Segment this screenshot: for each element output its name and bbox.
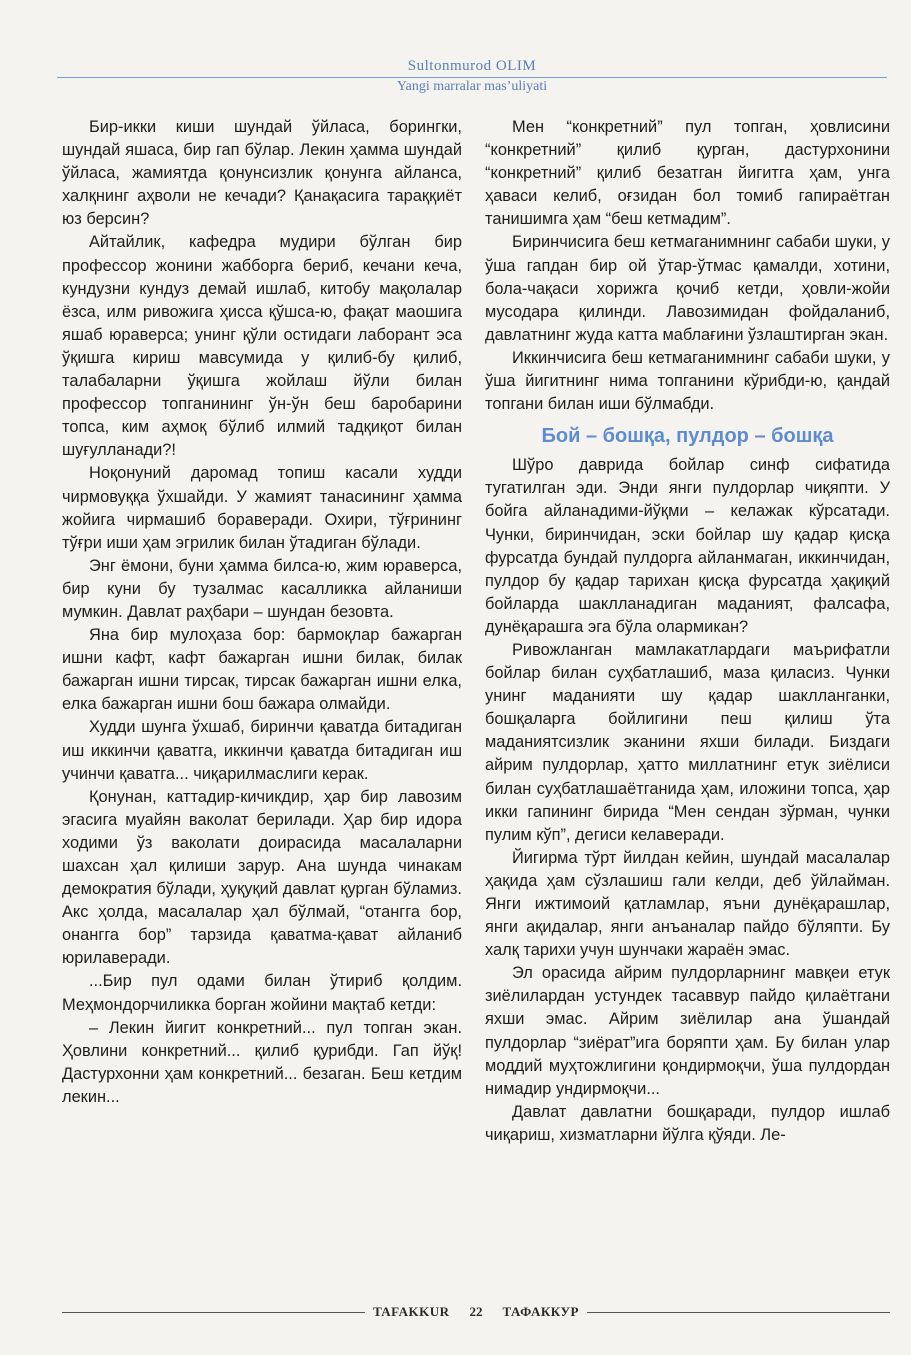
paragraph: – Лекин йигит конкретний... пул топган экан. Ҳовлини конкретний... қилиб қурибди. Гап йўқ! Дастурхонни ҳам конкретний... безаган. Беш кетдим лекин... [62,1018,462,1106]
paragraph: Мен “конкретний” пул топган, ҳовлисини “конкретний” қилиб қурган, дастурхонини “конкретний” қилиб безатган йигитга ҳам, унга ҳаваси келиб, оғзидан бол томиб гапираётган танишимга ҳам “беш кетмадим”. [485,118,890,229]
paragraph: Яна бир мулоҳаза бор: бармоқлар бажарган ишни кафт, кафт бажарган ишни билак, билак бажарган ишни тирсак, тирсак бажарган ишни елка, елка бажарган ишни бош бажара олмайди. [62,626,462,714]
paragraph: Бир-икки киши шундай ўйласа, борингки, шундай яшаса, бир гап бўлар. Лекин ҳамма шундай ўйласа, жамиятда қонунсизлик қонунга айланса, халқнинг аҳволи не кечади? Қанақасига тараққиёт юз берсин? [62,118,462,229]
footer-journal-latin: TAFAKKUR [373,1304,450,1319]
paragraph: Иккинчисига беш кетмаганимнинг сабаби шуки, у ўша йигитнинг нима топганини кўрибди-ю, қандай топгани билан иши бўлмабди. [485,348,890,414]
paragraph: Энг ёмони, буни ҳамма билса-ю, жим юраверса, бир куни бу тузалмас касалликка айланиши мумкин. Давлат раҳбари – шундан безовта. [62,556,462,621]
paragraph: Йигирма тўрт йилдан кейин, шундай масалалар ҳақида ҳам сўзлашиш гали келди, деб ўйлайман. Янги ижтимоий қатламлар, яъни дунёқарашлар, янги ақидалар, янги анъаналар пайдо бўляпти. Бу халқ тарихи учун шунчаки жараён эмас. [485,848,890,960]
paragraph: Шўро даврида бойлар синф сифатида тугатилган эди. Энди янги пулдорлар чиқяпти. У бойга айланадими-йўқми – келажак кўрсатади. Чунки, биринчидан, эски бойлар шу қадар қисқа фурсатда бундай пулдорга айланмаган, иккинчидан, пулдор бу қадар тарихан қисқа фурсатда ҳақиқий бойларда шаклланадиган маданият, фалсафа, дунёқарашга эга бўла олармикан? [485,456,890,636]
header-author: Sultonmurod OLIM [407,58,537,74]
header-subtitle: Yangi marralar mas’uliyati [396,79,548,94]
right-column [485,116,890,1147]
paragraph: Ривожланган мамлакатлардаги маърифатли бойлар билан суҳбатлашиб, маза қиласиз. Чунки унинг маданияти шу қадар шаклланганки, бошқаларга бойлигини пеш қилиш ўта маданиятсизлик эканини яхши билади. Биздаги айрим пулдорлар, ҳатто миллатнинг етук зиёлиси билан суҳбатлашаётганида ҳам, иложини топса, ҳар икки гапининг бирида “Мен сендан зўрман, чунки пулим кўп”, дегиси келаверади. [485,640,890,844]
paragraph: Ноқонуний даромад топиш касали худди чирмовуққа ўхшайди. У жамият танасининг ҳамма жойига чирмашиб бораверади. Охири, тўғрининг тўғри иши ҳам эгрилик билан ўтадиган бўлади. [62,464,462,552]
page-number: 22 [469,1304,483,1319]
section-heading: Бой – бошқа, пулдор – бошқа [541,425,834,448]
left-column [62,116,462,1109]
footer-journal-cyrillic: ТАФАККУР [502,1304,579,1319]
paragraph: Қонунан, каттадир-кичикдир, ҳар бир лавозим эгасига муайян ваколат берилади. Ҳар бир идора ходими ўз ваколати доирасида масалаларни шахсан ҳал қилиши зарур. Ана шунда чинакам демократия бўлади, ҳуқуқий давлат қурган бўламиз. Акс ҳолда, масалалар ҳал бўлмай, “отангга бор, онангга бор” тарзида қаватма-қават айланиб юрилаверади. [62,787,462,968]
running-header [57,56,887,96]
paragraph: Эл орасида айрим пулдорларнинг мавқеи етук зиёлилардан устундек тасаввур пайдо қилаётгани яхши эмас. Айрим зиёлилар ана ўшандай пулдорлар “зиёрат”ига боряпти ҳам. Бу билан улар моддий муҳтожлигини қондирмоқчи, ўша пулдордан нимадир ундирмоқчи... [485,964,890,1098]
paragraph: Биринчисига беш кетмаганимнинг сабаби шуки, у ўша гапдан бир ой ўтар-ўтмас қамалди, хотини, бола-чақаси хорижга қочиб кетди, ҳовли-жойи мусодара қилинди. Лавозимидан фойдаланиб, давлатнинг жуда катта маблағини ўзлаштирган экан. [485,233,890,344]
paragraph: Айтайлик, кафедра мудири бўлган бир профессор жонини жабборга бериб, кечани кеча, кундузни кундуз демай ишлаб, китобу мақолалар ёзса, илм ривожига ҳисса қўшса-ю, фақат маошига яшаб юраверса; унинг қўли остидаги лаборант эса ўқишга кириш мавсумида у қилиб-бу қилиб, талабаларни ўқишга жойлаш йўли билан профессор топганининг ўн-ўн беш баробарини топса, ким аҳмоқ бўлиб илмий тадқиқот билан шуғулланади?! [62,233,462,460]
paragraph: Давлат давлатни бошқаради, пулдор ишлаб чиқариш, хизматларни йўлга қўяди. Ле- [485,1102,890,1144]
footer-rule-left [62,1312,365,1313]
page-footer [62,1300,890,1324]
footer-rule-right [587,1312,890,1313]
paragraph: Худди шунга ўхшаб, биринчи қаватда битадиган иш иккинчи қаватга, иккинчи қаватда битадиган иш учинчи қаватга... чиқарилмаслиги керак. [62,718,462,783]
paragraph: ...Бир пул одами билан ўтириб қолдим. Меҳмондорчиликка борган жойини мақтаб кетди: [62,972,462,1014]
